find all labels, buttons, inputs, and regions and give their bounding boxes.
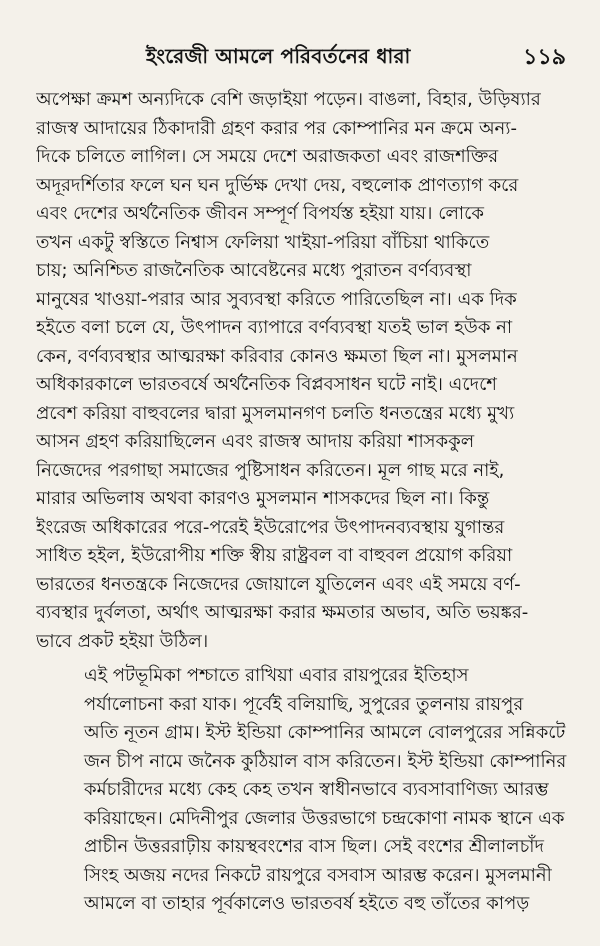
text-line: মানুষের খাওয়া-পরার আর সুব্যবস্থা করিতে পারিতেছিল না। এক দিক bbox=[36, 288, 517, 310]
text-line: এই পটভূমিকা পশ্চাতে রাখিয়া এবার রায়পুরের ইতিহাস bbox=[84, 665, 469, 686]
text-line: ইংরেজ অধিকারের পরে-পরেই ইউরোপের উৎপাদনব্যবস্থায় যুগান্তর bbox=[36, 516, 505, 538]
text-line: চায়; অনিশ্চিত রাজনৈতিক আবেষ্টনের মধ্যে পুরাতন বর্ণব্যবস্থা bbox=[36, 260, 472, 281]
text-line: অতি নূতন গ্রাম। ইস্ট ইন্ডিয়া কোম্পানির আমলে বোলপুরের সন্নিকটে bbox=[84, 722, 566, 743]
text-line: সিংহ অজয় নদের নিকটে রায়পুরে বসবাস আরম্ভ করেন। মুসলমানী bbox=[84, 864, 552, 886]
text-line: পর্যালোচনা করা যাক। পূর্বেই বলিয়াছি, সুপুরের তুলনায় রায়পুর bbox=[84, 693, 524, 715]
text-line: কেন, বর্ণব্যবস্থার আত্মরক্ষা করিবার কোনও ক্ষমতা ছিল না। মুসলমান bbox=[36, 345, 518, 367]
running-title: ইংরেজী আমলে পরিবর্তনের ধারা bbox=[146, 44, 411, 68]
text-line: আসন গ্রহণ করিয়াছিলেন এবং রাজস্ব আদায় করিয়া শাসককুল bbox=[36, 431, 475, 452]
text-line: প্রবেশ করিয়া বাহুবলের দ্বারা মুসলমানগণ চলতি ধনতন্ত্রের মধ্যে মুখ্য bbox=[36, 402, 515, 424]
page-number: ১১৯ bbox=[523, 45, 566, 70]
paragraph-1 bbox=[36, 86, 574, 656]
running-header bbox=[36, 36, 574, 76]
text-line: ব্যবস্থার দুর্বলতা, অর্থাৎ আত্মরক্ষা করার ক্ষমতার অভাব, অতি ভয়ঙ্কর- bbox=[36, 602, 529, 623]
text-line: জন চীপ নামে জনৈক কুঠিয়াল বাস করিতেন। ইস্ট ইন্ডিয়া কোম্পানির bbox=[84, 750, 567, 772]
text-line: রাজস্ব আদায়ের ঠিকাদারী গ্রহণ করার পর কোম্পানির মন ক্রমে অন্য- bbox=[36, 117, 518, 139]
text-line: এবং দেশের অর্থনৈতিক জীবন সম্পূর্ণ বিপর্যস্ত হইয়া যায়। লোকে bbox=[36, 203, 484, 224]
text-line: সাধিত হইল, ইউরোপীয় শক্তি স্বীয় রাষ্ট্রবল বা বাহুবল প্রয়োগ করিয়া bbox=[36, 545, 513, 566]
paragraph-2 bbox=[36, 662, 574, 919]
text-line: অধিকারকালে ভারতবর্ষে অর্থনৈতিক বিপ্লবসাধন ঘটে নাই। এদেশে bbox=[36, 374, 497, 395]
text-line: অদূরদর্শিতার ফলে ঘন ঘন দুর্ভিক্ষ দেখা দেয়, বহুলোক প্রাণত্যাগ করে bbox=[36, 174, 519, 196]
text-line: মারার অভিলাষ অথবা কারণও মুসলমান শাসকদের ছিল না। কিন্তু bbox=[36, 488, 490, 509]
text-line: হইতে বলা চলে যে, উৎপাদন ব্যাপারে বর্ণব্যবস্থা যতই ভাল হউক না bbox=[36, 317, 513, 338]
text-line: ভাবে প্রকট হইয়া উঠিল। bbox=[36, 630, 209, 652]
text-line: করিয়াছেন। মেদিনীপুর জেলার উত্তরভাগে চন্দ্রকোণা নামক স্থানে এক bbox=[84, 807, 565, 829]
text-line: তখন একটু স্বস্তিতে নিশ্বাস ফেলিয়া খাইয়া-পরিয়া বাঁচিয়া থাকিতে bbox=[36, 231, 490, 253]
text-line: দিকে চলিতে লাগিল। সে সময়ে দেশে অরাজকতা এবং রাজশক্তির bbox=[36, 146, 499, 167]
text-line: ভারতের ধনতন্ত্রকে নিজেদের জোয়ালে যুতিলেন এবং এই সময়ে বর্ণ- bbox=[36, 573, 521, 595]
text-line: কর্মচারীদের মধ্যে কেহ কেহ তখন স্বাধীনভাবে ব্যবসাবাণিজ্য আরম্ভ bbox=[84, 779, 549, 800]
text-line: আমলে বা তাহার পূর্বকালেও ভারতবর্ষ হইতে বহু তাঁতের কাপড় bbox=[84, 893, 530, 914]
body-text bbox=[36, 86, 574, 919]
text-line: প্রাচীন উত্তররাঢ়ীয় কায়স্থবংশের বাস ছিল। সেই বংশের শ্রীলালচাঁদ bbox=[84, 836, 544, 857]
text-line: নিজেদের পরগাছা সমাজের পুষ্টিসাধন করিতেন। মূল গাছ মরে নাই, bbox=[36, 459, 505, 481]
text-line: অপেক্ষা ক্রমশ অন্যদিকে বেশি জড়াইয়া পড়েন। বাঙলা, বিহার, উড়িষ্যার bbox=[36, 89, 541, 110]
